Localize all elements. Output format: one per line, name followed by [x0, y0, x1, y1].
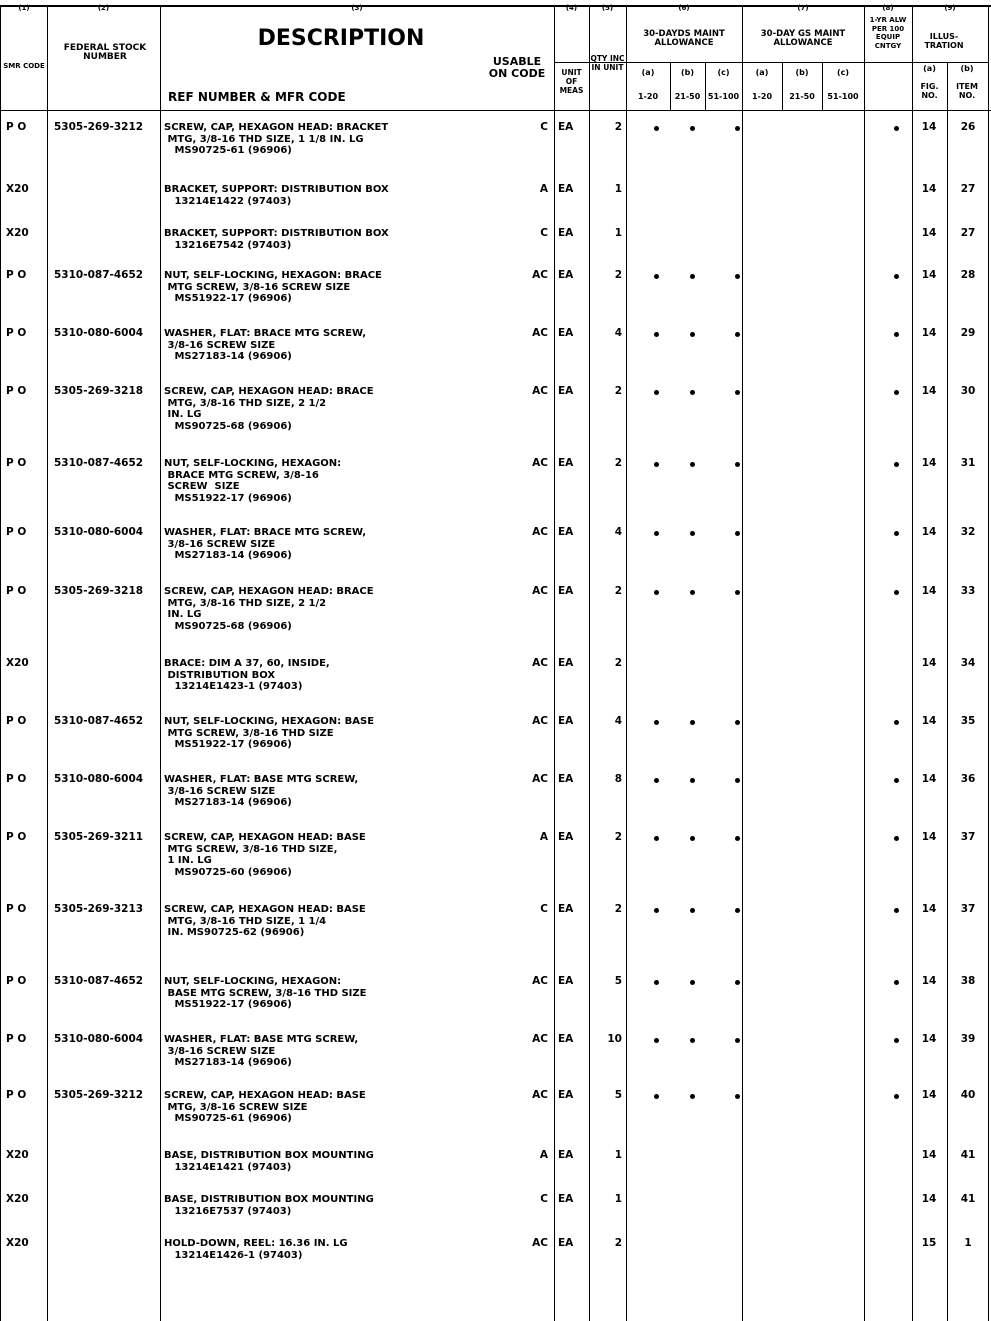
- usable-on-code: AC: [532, 526, 548, 538]
- allowance-dot: [894, 778, 899, 783]
- qty-inc-header: QTY INC IN UNIT: [590, 54, 625, 72]
- allowance-dot: [894, 836, 899, 841]
- allowance-dot: [735, 274, 740, 279]
- colnum-6: (6): [678, 4, 690, 12]
- sub-a-header: (a): [641, 68, 655, 77]
- usable-on-code: AC: [532, 1237, 548, 1249]
- usable-on-code-header: USABLE ON CODE: [488, 55, 546, 80]
- header-line: [626, 62, 988, 63]
- item-no: 1: [964, 1237, 972, 1249]
- gs-range-1-header: 1-20: [751, 92, 773, 101]
- smr-code: P O: [6, 1089, 27, 1101]
- colnum-7: (7): [797, 4, 809, 12]
- illustration-header: ILLUS- TRATION: [924, 32, 964, 50]
- qty: 5: [614, 975, 622, 987]
- description: NUT, SELF-LOCKING, HEXAGON: BASE MTG SCREW, 3/8-16 THD SIZE MS51922-17 (96906): [164, 976, 367, 1010]
- federal-stock-number-header: FEDERAL STOCK NUMBER: [63, 43, 147, 62]
- federal-stock-number: 5305-269-3218: [54, 385, 144, 397]
- allowance-dot: [894, 980, 899, 985]
- fig-no: 14: [921, 385, 937, 397]
- col-line: [742, 5, 743, 1321]
- colnum-4: (4): [565, 4, 578, 12]
- unit-of-meas: EA: [558, 657, 574, 669]
- unit-of-meas: EA: [558, 269, 574, 281]
- item-no: 31: [960, 457, 976, 469]
- allowance-dot: [690, 531, 695, 536]
- smr-code: X20: [6, 657, 29, 669]
- description-title: DESCRIPTION: [257, 26, 425, 51]
- unit-of-meas: EA: [558, 385, 574, 397]
- allowance-dot: [735, 462, 740, 467]
- usable-on-code: AC: [532, 269, 548, 281]
- allowance-dot: [735, 390, 740, 395]
- usable-on-code: A: [539, 831, 548, 843]
- colnum-9: (9): [944, 4, 956, 12]
- smr-code: P O: [6, 457, 27, 469]
- allowance-dot: [735, 778, 740, 783]
- allowance-dot: [894, 908, 899, 913]
- fig-no: 14: [921, 526, 937, 538]
- allowance-dot: [735, 590, 740, 595]
- allowance-dot: [735, 980, 740, 985]
- federal-stock-number: 5310-080-6004: [54, 526, 144, 538]
- description: SCREW, CAP, HEXAGON HEAD: BRACKET MTG, 3/8-16 THD SIZE, 1 1/8 IN. LG MS90725-61 (96906): [164, 122, 389, 156]
- fig-no: 14: [921, 657, 937, 669]
- unit-of-meas-header: UNIT OF MEAS: [559, 68, 584, 95]
- qty: 2: [614, 121, 622, 133]
- item-no: 26: [960, 121, 976, 133]
- qty: 2: [614, 457, 622, 469]
- allowance-dot: [654, 274, 659, 279]
- allowance-dot: [894, 332, 899, 337]
- description: NUT, SELF-LOCKING, HEXAGON: BRACE MTG SCREW, 3/8-16 SCREW SIZE MS51922-17 (96906): [164, 270, 382, 304]
- fig-no: 14: [921, 1149, 937, 1161]
- allowance-dot: [654, 720, 659, 725]
- sub-c-header: (c): [717, 68, 730, 77]
- item-no: 30: [960, 385, 976, 397]
- usable-on-code: AC: [532, 1033, 548, 1045]
- qty: 1: [614, 1149, 622, 1161]
- allowance-dot: [735, 836, 740, 841]
- qty: 2: [614, 585, 622, 597]
- federal-stock-number: 5310-080-6004: [54, 773, 144, 785]
- item-no: 38: [960, 975, 976, 987]
- allowance-dot: [690, 1038, 695, 1043]
- allowance-dot: [690, 908, 695, 913]
- item-no: 33: [960, 585, 976, 597]
- description: NUT, SELF-LOCKING, HEXAGON: BASE MTG SCREW, 3/8-16 THD SIZE MS51922-17 (96906): [164, 716, 375, 750]
- colnum-5: (5): [601, 4, 614, 12]
- smr-code: P O: [6, 526, 27, 538]
- allowance-dot: [690, 590, 695, 595]
- smr-code-header: SMR CODE: [3, 62, 45, 70]
- qty: 10: [607, 1033, 622, 1045]
- unit-of-meas: EA: [558, 327, 574, 339]
- allowance-dot: [690, 980, 695, 985]
- smr-code: P O: [6, 903, 27, 915]
- maint-allowance-header: 30-DAYDS MAINT ALLOWANCE: [643, 29, 725, 48]
- usable-on-code: AC: [532, 457, 548, 469]
- allowance-dot: [735, 720, 740, 725]
- qty: 8: [614, 773, 622, 785]
- allowance-dot: [690, 390, 695, 395]
- description: BASE, DISTRIBUTION BOX MOUNTING 13216E7537 (97403): [164, 1194, 374, 1217]
- qty: 4: [614, 327, 622, 339]
- unit-of-meas: EA: [558, 1033, 574, 1045]
- fig-no: 14: [921, 183, 937, 195]
- usable-on-code: C: [540, 903, 548, 915]
- allowance-dot: [690, 274, 695, 279]
- fig-no: 14: [921, 227, 937, 239]
- header-bottom-line: [0, 110, 991, 111]
- smr-code: P O: [6, 975, 27, 987]
- allowance-dot: [690, 462, 695, 467]
- usable-on-code: AC: [532, 715, 548, 727]
- description: SCREW, CAP, HEXAGON HEAD: BASE MTG, 3/8-16 THD SIZE, 1 1/4 IN. MS90725-62 (96906): [164, 904, 366, 938]
- qty: 5: [614, 1089, 622, 1101]
- item-no: 27: [960, 183, 976, 195]
- fig-no: 14: [921, 327, 937, 339]
- unit-of-meas: EA: [558, 831, 574, 843]
- smr-code: P O: [6, 773, 27, 785]
- qty: 1: [614, 1193, 622, 1205]
- federal-stock-number: 5305-269-3212: [54, 121, 144, 133]
- description: BRACKET, SUPPORT: DISTRIBUTION BOX 13214E1422 (97403): [164, 184, 389, 207]
- smr-code: P O: [6, 831, 27, 843]
- federal-stock-number: 5310-087-4652: [54, 715, 144, 727]
- allowance-dot: [894, 590, 899, 595]
- usable-on-code: C: [540, 1193, 548, 1205]
- col-line: [47, 5, 48, 1321]
- fig-no: 14: [921, 903, 937, 915]
- allowance-dot: [654, 1094, 659, 1099]
- col-line: [864, 5, 865, 1321]
- range-1-header: 1-20: [637, 92, 659, 101]
- description: SCREW, CAP, HEXAGON HEAD: BASE MTG, 3/8-16 SCREW SIZE MS90725-61 (96906): [164, 1090, 366, 1124]
- description: SCREW, CAP, HEXAGON HEAD: BASE MTG SCREW, 3/8-16 THD SIZE, 1 IN. LG MS90725-60 (96906): [164, 832, 366, 878]
- federal-stock-number: 5310-087-4652: [54, 269, 144, 281]
- item-no: 37: [960, 831, 976, 843]
- unit-of-meas: EA: [558, 773, 574, 785]
- col-line: [160, 5, 161, 1321]
- smr-code: X20: [6, 183, 29, 195]
- range-3-header: 51-100: [707, 92, 740, 101]
- fig-no: 14: [921, 1089, 937, 1101]
- description: HOLD-DOWN, REEL: 16.36 IN. LG 13214E1426-1 (97403): [164, 1238, 348, 1261]
- ill-a-header: (a): [923, 64, 936, 73]
- qty: 2: [614, 269, 622, 281]
- fig-no: 14: [921, 269, 937, 281]
- usable-on-code: AC: [532, 657, 548, 669]
- qty: 1: [614, 183, 622, 195]
- allowance-dot: [690, 836, 695, 841]
- description: WASHER, FLAT: BASE MTG SCREW, 3/8-16 SCREW SIZE MS27183-14 (96906): [164, 774, 359, 808]
- qty: 2: [614, 1237, 622, 1249]
- fig-no: 14: [921, 975, 937, 987]
- allowance-dot: [654, 332, 659, 337]
- range-2-header: 21-50: [674, 92, 701, 101]
- fig-no-header: FIG. NO.: [920, 82, 939, 100]
- usable-on-code: AC: [532, 975, 548, 987]
- smr-code: P O: [6, 327, 27, 339]
- item-no: 37: [960, 903, 976, 915]
- gs-sub-a-header: (a): [755, 68, 769, 77]
- qty: 2: [614, 657, 622, 669]
- allowance-dot: [690, 1094, 695, 1099]
- allowance-dot: [735, 1038, 740, 1043]
- colnum-1: (1): [18, 4, 30, 12]
- qty: 2: [614, 385, 622, 397]
- smr-code: X20: [6, 227, 29, 239]
- fig-no: 14: [921, 1193, 937, 1205]
- allowance-dot: [894, 390, 899, 395]
- unit-of-meas: EA: [558, 975, 574, 987]
- allowance-dot: [894, 720, 899, 725]
- qty: 2: [614, 831, 622, 843]
- allowance-dot: [735, 332, 740, 337]
- fig-no: 14: [921, 121, 937, 133]
- unit-of-meas: EA: [558, 585, 574, 597]
- allowance-dot: [654, 778, 659, 783]
- item-no: 34: [960, 657, 976, 669]
- fig-no: 14: [921, 773, 937, 785]
- item-no: 41: [960, 1193, 976, 1205]
- federal-stock-number: 5310-087-4652: [54, 457, 144, 469]
- description-subheader: REF NUMBER & MFR CODE: [168, 90, 346, 104]
- smr-code: P O: [6, 585, 27, 597]
- description: SCREW, CAP, HEXAGON HEAD: BRACE MTG, 3/8-16 THD SIZE, 2 1/2 IN. LG MS90725-68 (96906): [164, 586, 374, 632]
- usable-on-code: AC: [532, 1089, 548, 1101]
- item-no: 39: [960, 1033, 976, 1045]
- allowance-dot: [894, 1094, 899, 1099]
- allowance-dot: [894, 531, 899, 536]
- sub-b-header: (b): [680, 68, 695, 77]
- col-line: [912, 5, 913, 1321]
- usable-on-code: C: [540, 121, 548, 133]
- item-no: 29: [960, 327, 976, 339]
- unit-of-meas: EA: [558, 121, 574, 133]
- qty: 4: [614, 715, 622, 727]
- yr-alw-header: 1-YR ALW PER 100 EQUIP CNTGY: [869, 16, 907, 50]
- allowance-dot: [894, 126, 899, 131]
- allowance-dot: [735, 908, 740, 913]
- smr-code: P O: [6, 269, 27, 281]
- colnum-8: (8): [882, 4, 894, 12]
- unit-of-meas: EA: [558, 457, 574, 469]
- item-no: 36: [960, 773, 976, 785]
- unit-of-meas: EA: [558, 1089, 574, 1101]
- allowance-dot: [654, 590, 659, 595]
- smr-code: X20: [6, 1193, 29, 1205]
- qty: 1: [614, 227, 622, 239]
- gs-maint-allowance-header: 30-DAY GS MAINT ALLOWANCE: [760, 29, 846, 48]
- item-no-header: ITEM NO.: [956, 82, 978, 100]
- col-line: [554, 5, 555, 1321]
- unit-of-meas: EA: [558, 1149, 574, 1161]
- ill-b-header: (b): [960, 64, 974, 73]
- allowance-dot: [735, 531, 740, 536]
- usable-on-code: A: [539, 1149, 548, 1161]
- gs-sub-b-header: (b): [795, 68, 809, 77]
- allowance-dot: [654, 836, 659, 841]
- colnum-2: (2): [97, 4, 110, 12]
- allowance-dot: [654, 390, 659, 395]
- usable-on-code: AC: [532, 327, 548, 339]
- description: BASE, DISTRIBUTION BOX MOUNTING 13214E1421 (97403): [164, 1150, 374, 1173]
- allowance-dot: [654, 1038, 659, 1043]
- item-no: 28: [960, 269, 976, 281]
- description: WASHER, FLAT: BASE MTG SCREW, 3/8-16 SCREW SIZE MS27183-14 (96906): [164, 1034, 359, 1068]
- federal-stock-number: 5305-269-3213: [54, 903, 144, 915]
- fig-no: 15: [921, 1237, 937, 1249]
- unit-of-meas: EA: [558, 526, 574, 538]
- gs-sub-c-header: (c): [836, 68, 850, 77]
- description: NUT, SELF-LOCKING, HEXAGON: BRACE MTG SCREW, 3/8-16 SCREW SIZE MS51922-17 (96906): [164, 458, 342, 504]
- allowance-dot: [735, 1094, 740, 1099]
- qty: 4: [614, 526, 622, 538]
- col-line: [0, 5, 1, 1321]
- allowance-dot: [690, 126, 695, 131]
- item-col-line: [947, 110, 948, 1321]
- item-no: 32: [960, 526, 976, 538]
- allowance-dot: [894, 462, 899, 467]
- federal-stock-number: 5305-269-3218: [54, 585, 144, 597]
- fig-no: 14: [921, 831, 937, 843]
- federal-stock-number: 5310-080-6004: [54, 327, 144, 339]
- allowance-dot: [735, 126, 740, 131]
- federal-stock-number: 5305-269-3211: [54, 831, 144, 843]
- usable-on-code: AC: [532, 585, 548, 597]
- item-no: 41: [960, 1149, 976, 1161]
- unit-of-meas: EA: [558, 715, 574, 727]
- usable-on-code: AC: [532, 385, 548, 397]
- smr-code: P O: [6, 715, 27, 727]
- allowance-dot: [654, 462, 659, 467]
- unit-of-meas: EA: [558, 1237, 574, 1249]
- unit-of-meas: EA: [558, 1193, 574, 1205]
- description: BRACE: DIM A 37, 60, INSIDE, DISTRIBUTION BOX 13214E1423-1 (97403): [164, 658, 330, 692]
- allowance-dot: [690, 720, 695, 725]
- smr-code: P O: [6, 385, 27, 397]
- description: SCREW, CAP, HEXAGON HEAD: BRACE MTG, 3/8-16 THD SIZE, 2 1/2 IN. LG MS90725-68 (96906): [164, 386, 374, 432]
- allowance-dot: [690, 332, 695, 337]
- item-no: 27: [960, 227, 976, 239]
- smr-code: X20: [6, 1149, 29, 1161]
- col-line: [988, 5, 989, 1321]
- fig-no: 14: [921, 585, 937, 597]
- fig-no: 14: [921, 1033, 937, 1045]
- usable-on-code: C: [540, 227, 548, 239]
- description: WASHER, FLAT: BRACE MTG SCREW, 3/8-16 SCREW SIZE MS27183-14 (96906): [164, 328, 367, 362]
- description: WASHER, FLAT: BRACE MTG SCREW, 3/8-16 SCREW SIZE MS27183-14 (96906): [164, 527, 367, 561]
- unit-of-meas: EA: [558, 903, 574, 915]
- fig-no: 14: [921, 457, 937, 469]
- usable-on-code: A: [539, 183, 548, 195]
- smr-code: P O: [6, 121, 27, 133]
- allowance-dot: [894, 274, 899, 279]
- description: BRACKET, SUPPORT: DISTRIBUTION BOX 13216E7542 (97403): [164, 228, 389, 251]
- allowance-dot: [654, 531, 659, 536]
- allowance-dot: [690, 778, 695, 783]
- allowance-dot: [654, 980, 659, 985]
- item-no: 35: [960, 715, 976, 727]
- unit-of-meas: EA: [558, 227, 574, 239]
- qty: 2: [614, 903, 622, 915]
- smr-code: X20: [6, 1237, 29, 1249]
- fig-no: 14: [921, 715, 937, 727]
- colnum-3: (3): [351, 4, 363, 12]
- gs-range-2-header: 21-50: [789, 92, 815, 101]
- federal-stock-number: 5305-269-3212: [54, 1089, 144, 1101]
- item-no: 40: [960, 1089, 976, 1101]
- smr-code: P O: [6, 1033, 27, 1045]
- col-line: [589, 5, 590, 1321]
- federal-stock-number: 5310-080-6004: [54, 1033, 144, 1045]
- unit-of-meas: EA: [558, 183, 574, 195]
- col-line: [626, 5, 627, 1321]
- gs-range-3-header: 51-100: [827, 92, 859, 101]
- usable-on-code: AC: [532, 773, 548, 785]
- allowance-dot: [654, 908, 659, 913]
- allowance-dot: [894, 1038, 899, 1043]
- allowance-dot: [654, 126, 659, 131]
- federal-stock-number: 5310-087-4652: [54, 975, 144, 987]
